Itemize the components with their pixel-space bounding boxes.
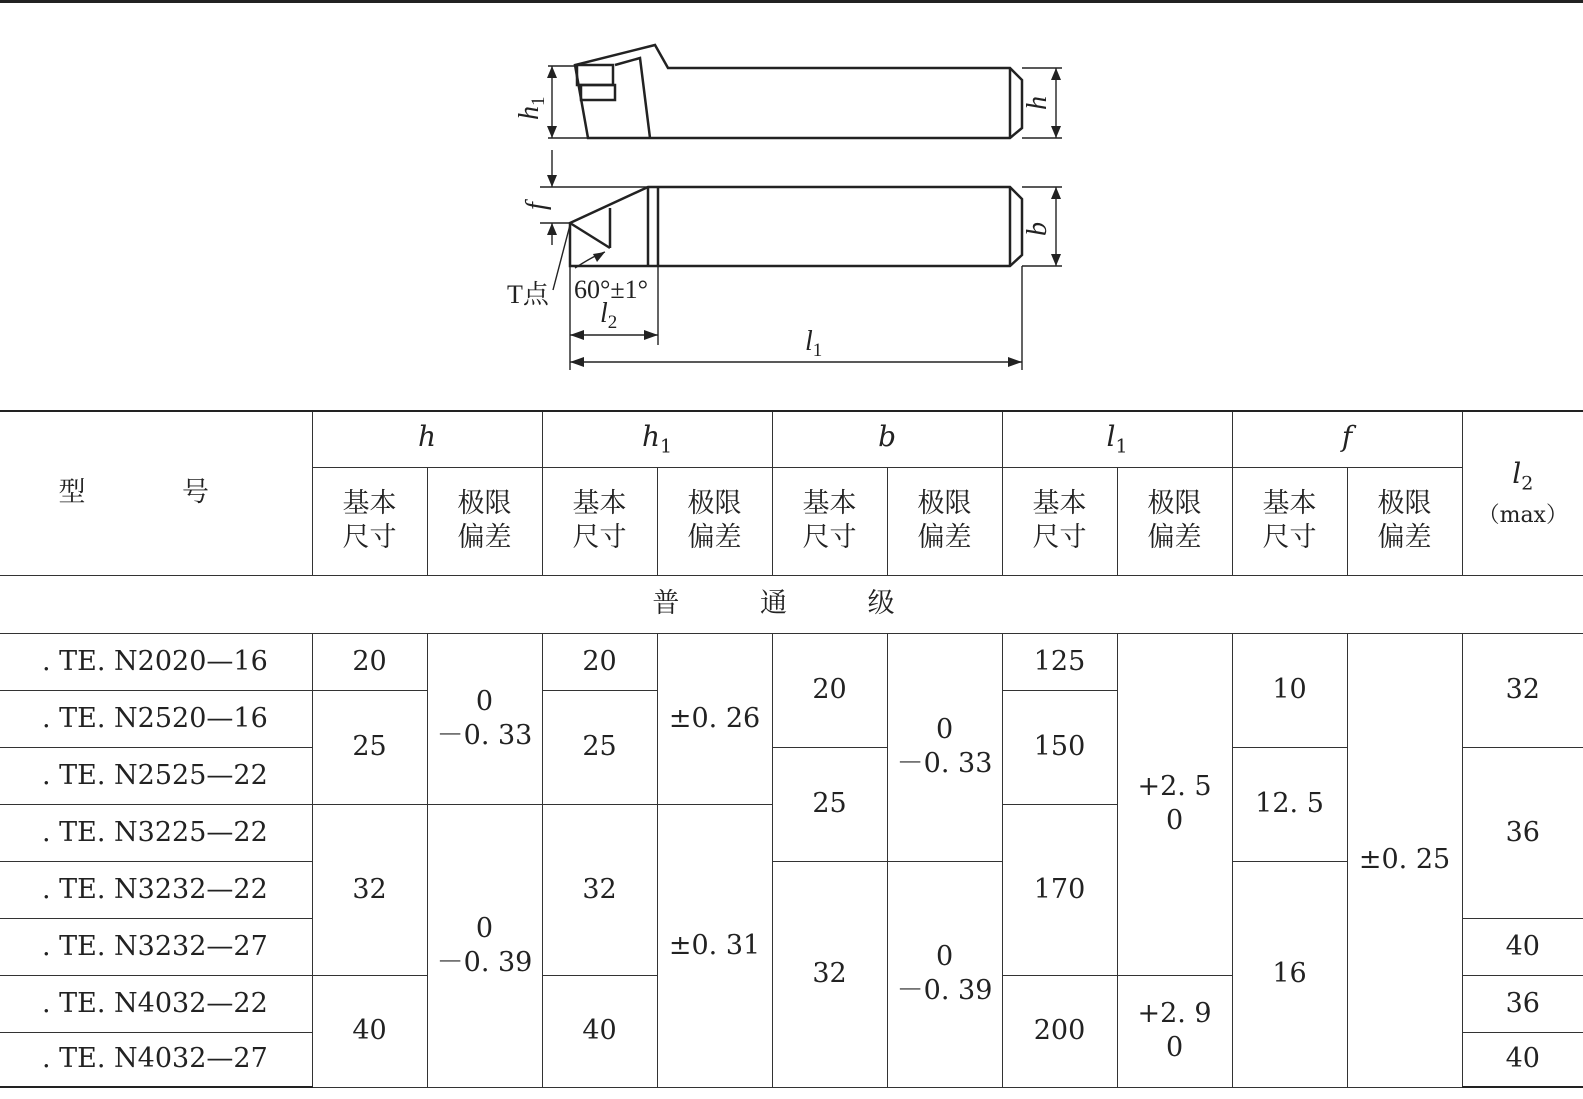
- model-cell: . TE. N2525—22: [0, 747, 312, 804]
- b-tol: 0 －0. 33: [887, 633, 1002, 861]
- sub-limit: 极限 偏差: [1117, 467, 1232, 575]
- l1-tol: +2. 5 0: [1117, 633, 1232, 975]
- sub-limit: 极限 偏差: [1347, 467, 1462, 575]
- f-basic: 12. 5: [1232, 747, 1347, 861]
- label-h: h: [1022, 96, 1053, 110]
- h1-basic: 25: [542, 690, 657, 804]
- h-tol: 0 －0. 33: [427, 633, 542, 804]
- spec-table: [0, 410, 1583, 1088]
- f-basic: 10: [1232, 633, 1347, 747]
- top-view-outline: [575, 45, 1022, 138]
- sub-basic: 基本 尺寸: [772, 467, 887, 575]
- model-cell: . TE. N2020—16: [0, 633, 312, 690]
- l2-value: 32: [1462, 633, 1583, 747]
- h1-tol: ±0. 31: [657, 804, 772, 1087]
- h1-basic: 40: [542, 975, 657, 1087]
- model-cell: . TE. N3225—22: [0, 804, 312, 861]
- h1-basic: 32: [542, 804, 657, 975]
- label-h1: $h_1$: [514, 96, 549, 120]
- l2-value: 40: [1462, 1032, 1583, 1087]
- l1-basic: 150: [1002, 690, 1117, 804]
- b-basic: 20: [772, 633, 887, 747]
- model-cell: . TE. N3232—22: [0, 861, 312, 918]
- tool-drawing: [0, 0, 1583, 410]
- sub-limit: 极限 偏差: [887, 467, 1002, 575]
- header-model: 型 号: [0, 411, 312, 575]
- header-h1: $h_1$: [542, 411, 772, 467]
- l1-basic: 200: [1002, 975, 1117, 1087]
- label-l2: $l_2$: [600, 298, 618, 333]
- l2-value: 40: [1462, 918, 1583, 975]
- bottom-view-tip-line: [570, 223, 610, 248]
- h-basic: 25: [312, 690, 427, 804]
- h-basic: 40: [312, 975, 427, 1087]
- sub-basic: 基本 尺寸: [312, 467, 427, 575]
- h-basic: 32: [312, 804, 427, 975]
- insert-seat: [615, 58, 650, 138]
- header-f: f: [1232, 411, 1462, 467]
- h-basic: 20: [312, 633, 427, 690]
- l2-value: 36: [1462, 747, 1583, 918]
- l1-tol: +2. 9 0: [1117, 975, 1232, 1087]
- l1-basic: 125: [1002, 633, 1117, 690]
- h-tol: 0 －0. 39: [427, 804, 542, 1087]
- sub-basic: 基本 尺寸: [542, 467, 657, 575]
- model-cell: . TE. N3232—27: [0, 918, 312, 975]
- f-tol: ±0. 25: [1347, 633, 1462, 1087]
- f-basic: 16: [1232, 861, 1347, 1087]
- model-cell: . TE. N4032—22: [0, 975, 312, 1032]
- label-l1: $l_1$: [805, 326, 823, 361]
- l2-value: 36: [1462, 975, 1583, 1032]
- model-cell: . TE. N2520—16: [0, 690, 312, 747]
- label-angle: 60°±1°: [574, 275, 649, 304]
- insert-lower: [581, 85, 615, 100]
- sub-limit: 极限 偏差: [657, 467, 772, 575]
- h1-tol: ±0. 26: [657, 633, 772, 804]
- l1-basic: 170: [1002, 804, 1117, 975]
- label-f: f: [521, 202, 552, 210]
- grade-row: 普 通 级: [0, 575, 1583, 633]
- sub-basic: 基本 尺寸: [1002, 467, 1117, 575]
- b-basic: 32: [772, 861, 887, 1087]
- model-cell: . TE. N4032—27: [0, 1032, 312, 1087]
- header-l1: $l_1$: [1002, 411, 1232, 467]
- h1-basic: 20: [542, 633, 657, 690]
- b-tol: 0 －0. 39: [887, 861, 1002, 1087]
- b-basic: 25: [772, 747, 887, 861]
- header-l2: $l_2$ （max）: [1462, 411, 1583, 575]
- bottom-view-outline: [570, 187, 1022, 266]
- sub-limit: 极限 偏差: [427, 467, 542, 575]
- label-b: b: [1022, 222, 1053, 236]
- header-h: h: [312, 411, 542, 467]
- label-t-point: T点: [507, 280, 549, 309]
- header-b: b: [772, 411, 1002, 467]
- sub-basic: 基本 尺寸: [1232, 467, 1347, 575]
- insert-upper: [577, 65, 613, 85]
